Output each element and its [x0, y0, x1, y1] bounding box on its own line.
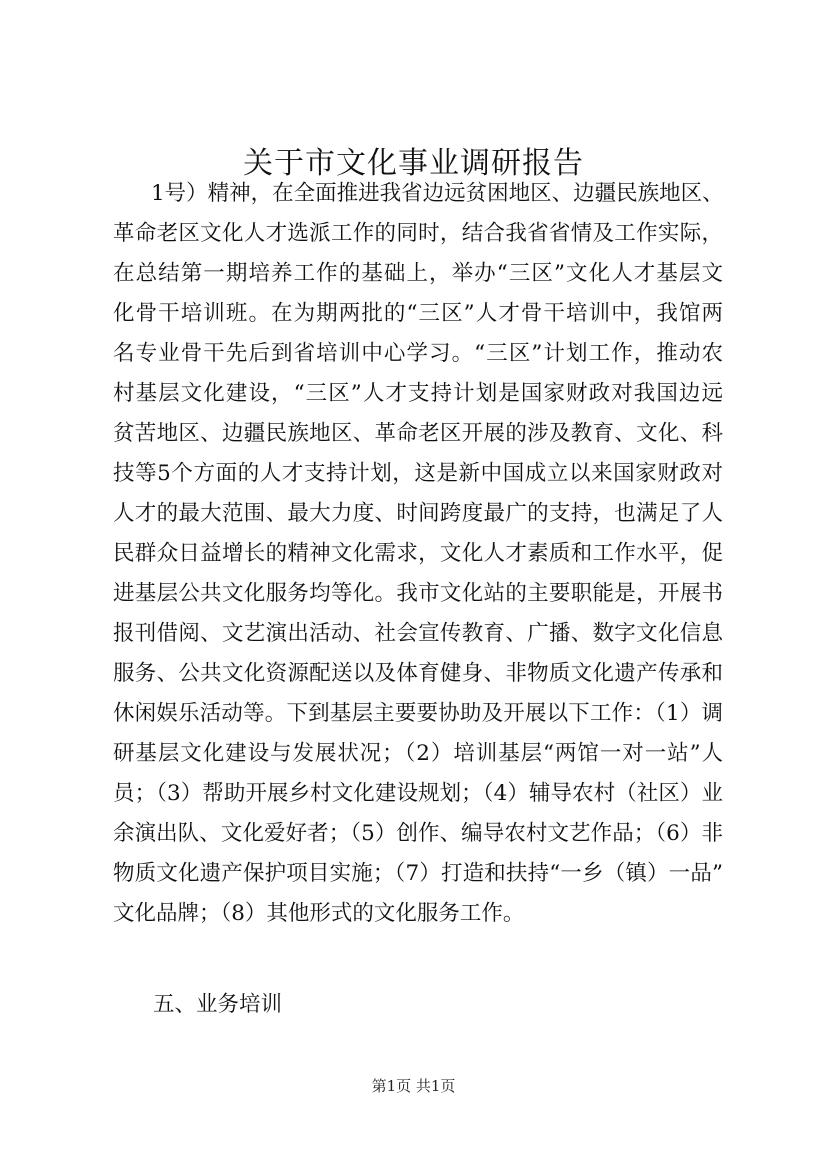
- body-line: 研基层文化建设与发展状况；（2）培训基层“两馆一对一站”人: [113, 741, 723, 766]
- document-title: 关于市文化事业调研报告: [243, 146, 584, 181]
- body-line: 技等5个方面的人才支持计划，这是新中国成立以来国家财政对: [113, 461, 723, 486]
- body-line: 化骨干培训班。在为期两批的“三区”人才骨干培训中，我馆两: [113, 301, 723, 326]
- body-line: 1号）精神，在全面推进我省边远贫困地区、边疆民族地区、: [151, 181, 724, 206]
- body-line: 人才的最大范围、最大力度、时间跨度最广的支持，也满足了人: [113, 501, 723, 526]
- section-heading: 五、业务培训: [153, 992, 283, 1017]
- body-line: 物质文化遗产保护项目实施；（7）打造和扶持“一乡（镇）一品”: [113, 861, 723, 886]
- body-line: 在总结第一期培养工作的基础上，举办“三区”文化人才基层文: [113, 261, 723, 286]
- body-line: 余演出队、文化爱好者；（5）创作、编导农村文艺作品；（6）非: [113, 821, 723, 846]
- body-line: 服务、公共文化资源配送以及体育健身、非物质文化遗产传承和: [113, 661, 723, 686]
- body-line: 革命老区文化人才选派工作的同时，结合我省省情及工作实际，: [113, 221, 723, 246]
- body-line: 村基层文化建设，“三区”人才支持计划是国家财政对我国边远: [113, 381, 723, 406]
- body-line: 休闲娱乐活动等。下到基层主要要协助及开展以下工作：（1）调: [113, 701, 723, 726]
- body-line: 进基层公共文化服务均等化。我市文化站的主要职能是，开展书: [113, 581, 723, 606]
- page-footer: 第1页 共1页: [371, 1077, 456, 1095]
- body-line: 名专业骨干先后到省培训中心学习。“三区”计划工作，推动农: [113, 341, 723, 366]
- body-line: 贫苦地区、边疆民族地区、革命老区开展的涉及教育、文化、科: [113, 421, 723, 446]
- body-line: 民群众日益增长的精神文化需求，文化人才素质和工作水平，促: [113, 541, 723, 566]
- body-line: 员；（3）帮助开展乡村文化建设规划；（4）辅导农村（社区）业: [113, 781, 723, 806]
- body-line: 文化品牌；（8）其他形式的文化服务工作。: [113, 901, 525, 926]
- body-line: 报刊借阅、文艺演出活动、社会宣传教育、广播、数字文化信息: [113, 621, 723, 646]
- body-text: [113, 174, 723, 934]
